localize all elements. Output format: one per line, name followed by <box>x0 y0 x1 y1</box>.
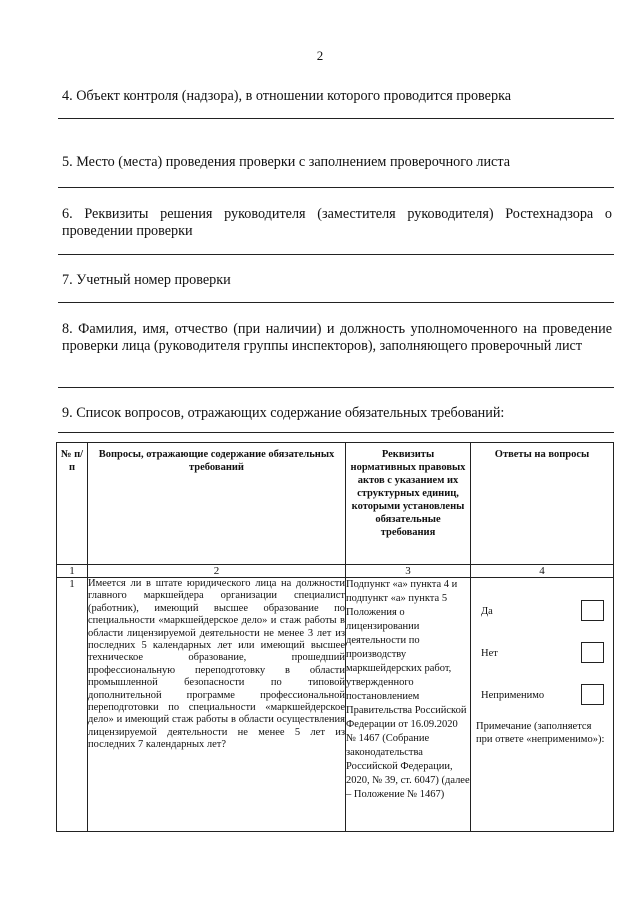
answer-note: Примечание (заполняется при ответе «неприменимо»): <box>476 721 605 745</box>
section-8-text: 8. Фамилия, имя, отчество (при наличии) и должность уполномоченного на проведение проверки лица (руководителя группы инспекторов), заполняющего проверочный лист <box>62 321 612 354</box>
row-number: 1 <box>57 578 88 832</box>
answer-yes-label: Да <box>481 606 493 617</box>
reference-text: Подпункт «а» пункта 4 и подпункт «а» пункта 5 Положения о лицензировании деятельности по производству маркшейдерских работ, утвержденного постановлением Правительства Российской Федерации от 16.09.2020 № 1467 (Собрание законодательства Российской Федерации, 2020, № 39, ст. 6047) (далее – Положение № 1467) <box>346 578 471 832</box>
question-text: Имеется ли в штате юридического лица на должности главного маркшейдера организации специалист (работник), имеющий высшее образование по специальности «маркшейдерское дело» и стаж работы в области лицензируемой деятельности не менее 3 лет из последних 5 календарных лет или имеющий высшее техническое образование, прошедший профессиональную переподготовку в области промышленной безопасности по типовой дополнительной программе профессиональной переподготовки по специальности «маркшейдерское дело» и имеющий стаж работы в области осуществления лицензируемой деятельности не менее 5 лет из последних 7 календарных лет? <box>88 578 346 832</box>
table-header-row <box>57 443 614 565</box>
answer-na-label: Неприменимо <box>481 690 545 701</box>
section-7-text: 7. Учетный номер проверки <box>62 272 231 288</box>
page-number: 2 <box>316 48 324 63</box>
fill-line-6[interactable] <box>58 254 614 255</box>
column-number: 2 <box>88 565 346 578</box>
column-number-row <box>57 565 614 578</box>
column-number: 1 <box>57 565 88 578</box>
answer-na-checkbox[interactable] <box>581 684 604 705</box>
header-answers: Ответы на вопросы <box>471 443 614 565</box>
column-number: 4 <box>471 565 614 578</box>
header-questions: Вопросы, отражающие содержание обязательных требований <box>88 443 346 565</box>
section-9-text: 9. Список вопросов, отражающих содержание обязательных требований: <box>62 405 505 421</box>
header-refs: Реквизиты нормативных правовых актов с указанием их структурных единиц, которыми установлены обязательные требования <box>346 443 471 565</box>
section-5-text: 5. Место (места) проведения проверки с заполнением проверочного листа <box>62 154 511 170</box>
fill-line-8[interactable] <box>58 387 614 388</box>
fill-line-9 <box>58 432 614 433</box>
answer-no-label: Нет <box>481 648 498 659</box>
answer-yes-checkbox[interactable] <box>581 600 604 621</box>
section-4-text: 4. Объект контроля (надзора), в отношении которого проводится проверка <box>62 88 512 104</box>
requirements-table <box>56 442 614 832</box>
fill-line-7[interactable] <box>58 302 614 303</box>
section-6-text: 6. Реквизиты решения руководителя (заместителя руководителя) Ростехнадзора о проведении проверки <box>62 206 612 239</box>
table-row <box>57 578 614 832</box>
fill-line-5[interactable] <box>58 187 614 188</box>
header-num: № п/п <box>57 443 88 565</box>
answers-cell <box>471 578 614 832</box>
column-number: 3 <box>346 565 471 578</box>
answer-no-checkbox[interactable] <box>581 642 604 663</box>
fill-line-4[interactable] <box>58 118 614 119</box>
